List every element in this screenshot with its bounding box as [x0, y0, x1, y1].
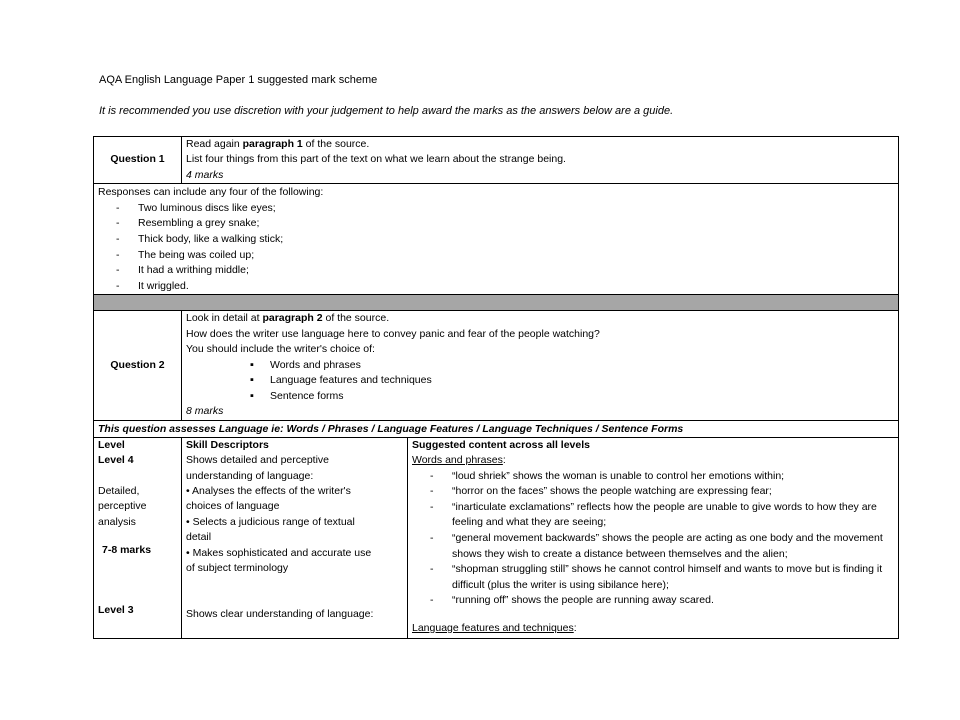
level-3-label: Level 3 [98, 603, 134, 616]
skill-4-line: understanding of language: [186, 469, 314, 482]
level-grid [94, 438, 898, 639]
responses-cell [94, 184, 898, 294]
list-item: - Resembling a grey snake; [116, 216, 894, 232]
question-1-line-2: List four things from this part of the text on what we learn about the strange being. [186, 153, 566, 166]
content-list [412, 469, 894, 609]
guidance-note: It is recommended you use discretion with your judgement to help award the marks as the answers below are a guide. [99, 105, 674, 117]
list-item: - “horror on the faces” shows the people watching are expressing fear; [426, 484, 894, 500]
list-item: - “shopman struggling still” shows he cannot control himself and wants to move but is finding it difficult (plus the writer is using sibilance here); [426, 562, 894, 593]
level-4-descriptor-1: Detailed, [98, 484, 140, 497]
question-2-choices [186, 358, 894, 405]
list-item: - “inarticulate exclamations” reflects how the people are unable to give words to how they are feeling and what they are seeing; [426, 500, 894, 531]
question-2-line-1: Look in detail at paragraph 2 of the source. [186, 312, 390, 325]
question-1-line-1: Read again paragraph 1 of the source. [186, 138, 370, 150]
skill-header: Skill Descriptors [186, 438, 269, 451]
skill-4-line: • Selects a judicious range of textual [186, 515, 355, 528]
level-4-descriptor-2: perceptive [98, 500, 147, 513]
list-item: - Two luminous discs like eyes; [116, 201, 894, 217]
skill-4-line: • Analyses the effects of the writer's [186, 485, 351, 497]
content-column [408, 438, 898, 639]
list-item: - “general movement backwards” shows the people are acting as one body and the movement shows they wish to create a distance between themselves and the alien; [426, 531, 894, 562]
skill-4-line: of subject terminology [186, 562, 289, 575]
assessment-text: This question assesses Language ie: Words / Phrases / Language Features / Language Techniques / Sentence Forms [98, 422, 684, 435]
list-item: - “loud shriek” shows the woman is unable to control her emotions within; [426, 469, 894, 485]
level-4-label: Level 4 [98, 454, 134, 467]
list-item: - Thick body, like a walking stick; [116, 232, 894, 248]
list-item: - “running off” shows the people are running away scared. [426, 593, 894, 609]
mark-scheme-table [93, 136, 899, 639]
question-2-marks: 8 marks [186, 405, 224, 418]
skill-4-line: • Makes sophisticated and accurate use [186, 546, 372, 559]
question-2-prompt [182, 311, 898, 419]
skill-3-line: Shows clear understanding of language: [186, 608, 374, 621]
question-1-row [94, 137, 898, 184]
level-4-marks: 7-8 marks [102, 544, 152, 557]
list-item: - It wriggled. [116, 279, 894, 295]
content-header: Suggested content across all levels [412, 438, 590, 451]
assessment-row [94, 421, 898, 438]
level-4-descriptor-3: analysis [98, 515, 136, 528]
list-item: - The being was coiled up; [116, 248, 894, 264]
list-item: ▪ Sentence forms [248, 389, 894, 405]
level-column [94, 438, 182, 639]
responses-list [98, 201, 894, 295]
list-item: ▪ Words and phrases [248, 358, 894, 374]
skill-4-line: detail [186, 531, 212, 544]
question-2-row [94, 311, 898, 420]
question-2-line-2: How does the writer use language here to convey panic and fear of the people watching? [186, 327, 600, 340]
document-title: AQA English Language Paper 1 suggested mark scheme [99, 74, 378, 86]
question-1-marks: 4 marks [186, 168, 224, 181]
responses-row [94, 184, 898, 295]
question-1-prompt [182, 137, 898, 183]
skill-4-line: Shows detailed and perceptive [186, 454, 330, 467]
question-2-label: Question 2 [94, 311, 182, 419]
list-item: ▪ Language features and techniques [248, 373, 894, 389]
features-heading: Language features and techniques: [412, 621, 577, 634]
question-1-label: Question 1 [94, 137, 182, 183]
list-item: - It had a writhing middle; [116, 263, 894, 279]
responses-intro: Responses can include any four of the following: [98, 186, 324, 199]
words-heading: Words and phrases: [412, 454, 506, 467]
level-header: Level [98, 438, 125, 451]
skill-column [182, 438, 408, 639]
question-2-line-3: You should include the writer's choice of: [186, 343, 375, 356]
separator-bar [94, 295, 898, 311]
skill-4-line: choices of language [186, 500, 280, 513]
